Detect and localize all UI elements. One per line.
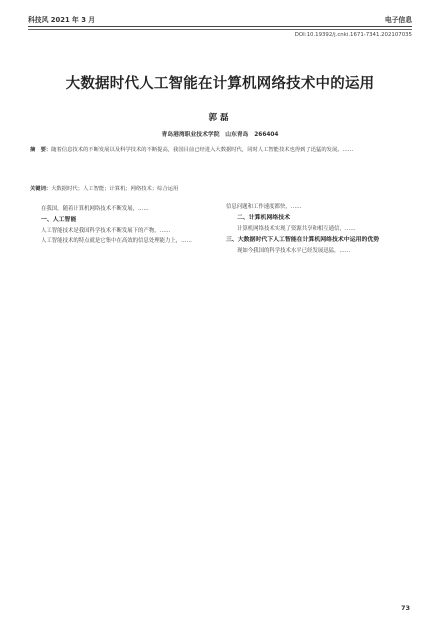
body-paragraph: 人工智能技术是我国科学技术不断发展下的产物，…… (41, 228, 171, 235)
page-number: 73 (400, 604, 410, 612)
body-paragraph: 计算机网络技术实现了资源共享和相互通信，…… (237, 226, 356, 233)
journal-section: 电子信息 (384, 16, 412, 24)
body-paragraph: 人工智能技术的特点就是它集中在高效的信息处理能力上，…… (41, 237, 192, 244)
section-heading: 二、计算机网络技术 (237, 215, 291, 222)
body-paragraph: 在我国，随着计算机网络技术不断发展，…… (41, 206, 149, 212)
header-rule-thin (28, 29, 412, 30)
header-rule-thick (28, 26, 412, 27)
body-column-left (30, 205, 211, 246)
author-affiliation: 青岛港湾职业技术学院 山东青岛 266404 (161, 132, 279, 138)
abstract (30, 146, 410, 154)
keywords (30, 185, 410, 193)
running-header (28, 10, 412, 24)
keywords-text: 大数据时代；人工智能；计算机；网络技术；综合运用 (51, 186, 179, 192)
body-paragraph: 信息问题和工作速度都快，…… (226, 204, 302, 210)
section-heading: 一、人工智能 (41, 217, 77, 224)
abstract-label: 摘 要： (30, 147, 52, 153)
abstract-text: 随着信息技术的不断发展以及科学技术的不断提高，我国目前已经进入大数据时代，同时人工智能技术也得到了迅猛的发展。…… (51, 147, 354, 153)
article-title: 大数据时代人工智能在计算机网络技术中的运用 (65, 76, 375, 92)
article-author: 郭磊 (208, 113, 232, 123)
section-heading: 三、大数据时代下人工智能在计算机网络技术中运用的优势 (226, 237, 380, 244)
journal-issue: 科技风 2021 年 3 月 (28, 16, 96, 24)
doi-line: DOI:10.19392/j.cnki.1671-7341.202107035 (294, 32, 412, 38)
keywords-label: 关键词： (30, 186, 52, 192)
body-paragraph: 现如今我国的科学技术水平已经发展迅猛，…… (237, 248, 351, 255)
body-column-right (226, 203, 407, 257)
